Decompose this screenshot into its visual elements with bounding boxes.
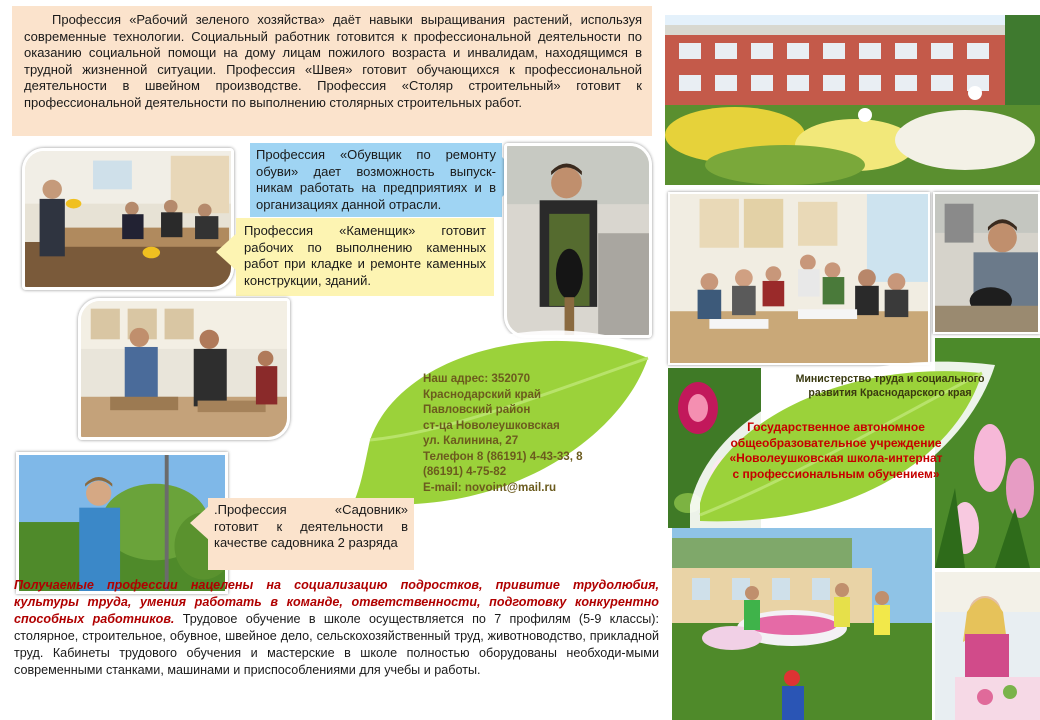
shoemaker-callout xyxy=(250,143,502,217)
address-line: Павловский район xyxy=(423,403,531,416)
school-name xyxy=(700,420,972,482)
mason-callout-arrow xyxy=(216,232,238,272)
photo-shoe-repair-workshop xyxy=(933,192,1040,334)
school-line: «Новолеушковская школа-интернат xyxy=(729,451,943,465)
address-line: ул. Калинина, 27 xyxy=(423,434,519,447)
photo-classroom-construction xyxy=(22,148,234,290)
phone-line: Телефон 8 (86191) 4-43-33, 8 (86191) 4-75-82 xyxy=(423,449,583,478)
photo-classroom-students xyxy=(668,192,930,365)
shoemaker-text: Профессия «Обувщик по ремонту обуви» дает возможность выпуск-никам работать на предприятиях и в организациях данной отрасли. xyxy=(256,147,496,212)
photo-flowerbed-students xyxy=(672,528,932,720)
school-line: Государственное автономное xyxy=(747,420,925,434)
email-line: E-mail: novoint@mail.ru xyxy=(423,480,557,494)
ministry-name xyxy=(760,372,1020,400)
gardener-callout-arrow xyxy=(190,505,210,541)
photo-girl-embroidery xyxy=(935,572,1040,720)
ministry-line: развития Краснодарского края xyxy=(808,387,972,399)
photo-shoemaker xyxy=(504,143,652,338)
gardener-callout xyxy=(208,498,414,570)
bottom-text xyxy=(14,577,659,679)
bottom-body-text: Трудовое обучение в школе осуществляется по 7 профилям (5-9 классы): столярное, строительное, обувное, швейное дело, сельскохозяйственный труд, животноводство, прикладной труд. Кабинеты трудового обучения и мастерские в школе полностью оборудованы необходи-мыми современными станками, машинами и приспособлениями для учебы и работы. xyxy=(14,612,659,677)
address-line: Краснодарский край xyxy=(423,387,542,401)
photo-woodworking xyxy=(78,298,290,440)
intro-text-box xyxy=(12,6,652,136)
address-line: ст-ца Новолеушковская xyxy=(423,418,560,432)
mason-callout xyxy=(236,218,494,296)
bottom-emphasis-text: Получаемые профессии нацелены на социализацию подростков, привитие трудолюбия, культуры труда, умения работать в команде, ответственности, подготовку конкурентно способных работников. xyxy=(14,578,659,626)
address-block xyxy=(423,371,618,495)
address-line: Наш адрес: 352070 xyxy=(423,372,531,385)
school-line: общеобразовательное учреждение xyxy=(730,435,942,450)
intro-paragraph: Профессия «Рабочий зеленого хозяйства» даёт навыки выращивания растений, используя современные технологии. Социальный работник готовится к профессиональной деятельности по оказанию социальной помощи на дому лицам пожилого возраста и инвалидам, находящимся в трудной жизненной ситуации. Профессия «Швея» готовит обучающихся к профессиональной деятельности в швейном производстве. Профессия «Столяр строительный» готовит к профессиональной деятельности по выполнению столярных строительных работ. xyxy=(24,12,642,110)
gardener-text: .Профессия «Садовник» готовит к деятельности в качестве садовника 2 разряда xyxy=(214,502,408,550)
school-line: с профессиональным обучением» xyxy=(732,466,940,481)
ministry-line: Министерство труда и социального xyxy=(795,373,985,385)
mason-text: Профессия «Каменщик» готовит рабочих по выполнению каменных работ при кладке и ремонте каменных конструкции, зданий. xyxy=(244,223,486,288)
photo-school-building xyxy=(665,15,1040,185)
